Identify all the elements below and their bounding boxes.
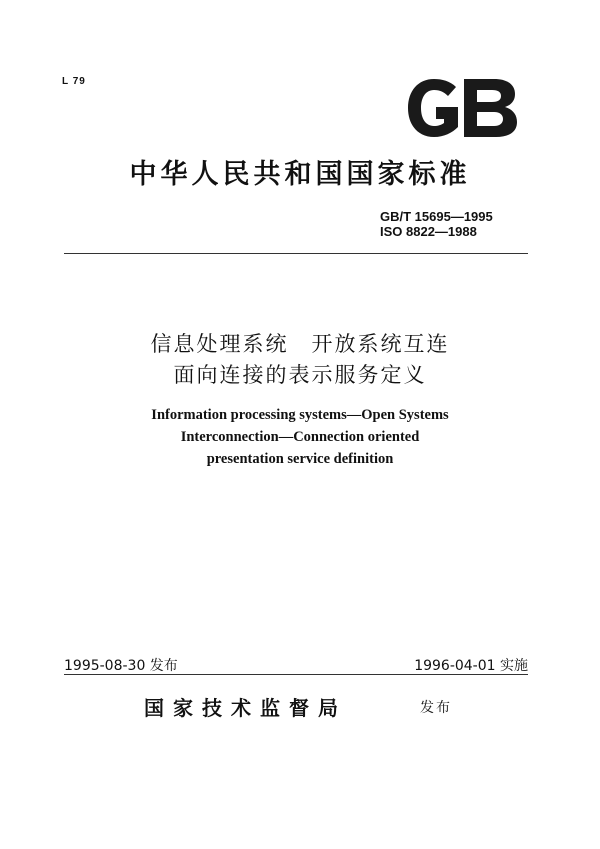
chinese-title-line-1: 信息处理系统 开放系统互连 [150,332,450,356]
english-title-line-1: Information processing systems—Open Systems [151,407,449,423]
gb-code: GB/T 15695—1995 [380,209,493,224]
implementation-date: 1996-04-01 实施 [414,658,528,674]
iso-code: ISO 8822—1988 [380,224,477,239]
english-title-line-2: Interconnection—Connection oriented [180,429,420,445]
classification-code: L 79 [62,76,86,87]
footer-divider [64,674,528,675]
issue-date: 1995-08-30 发布 [64,658,178,674]
chinese-title-line-2: 面向连接的表示服务定义 [173,363,427,387]
english-title-line-3: presentation service definition [206,451,394,467]
issuing-authority: 国家技术监督局 [144,696,347,720]
gb-logo-icon [404,75,520,141]
issuer-suffix: 发布 [420,700,452,716]
header-divider [64,253,528,254]
standard-codes [380,209,493,239]
standard-type-title: 中华人民共和国国家标准 [129,159,471,190]
